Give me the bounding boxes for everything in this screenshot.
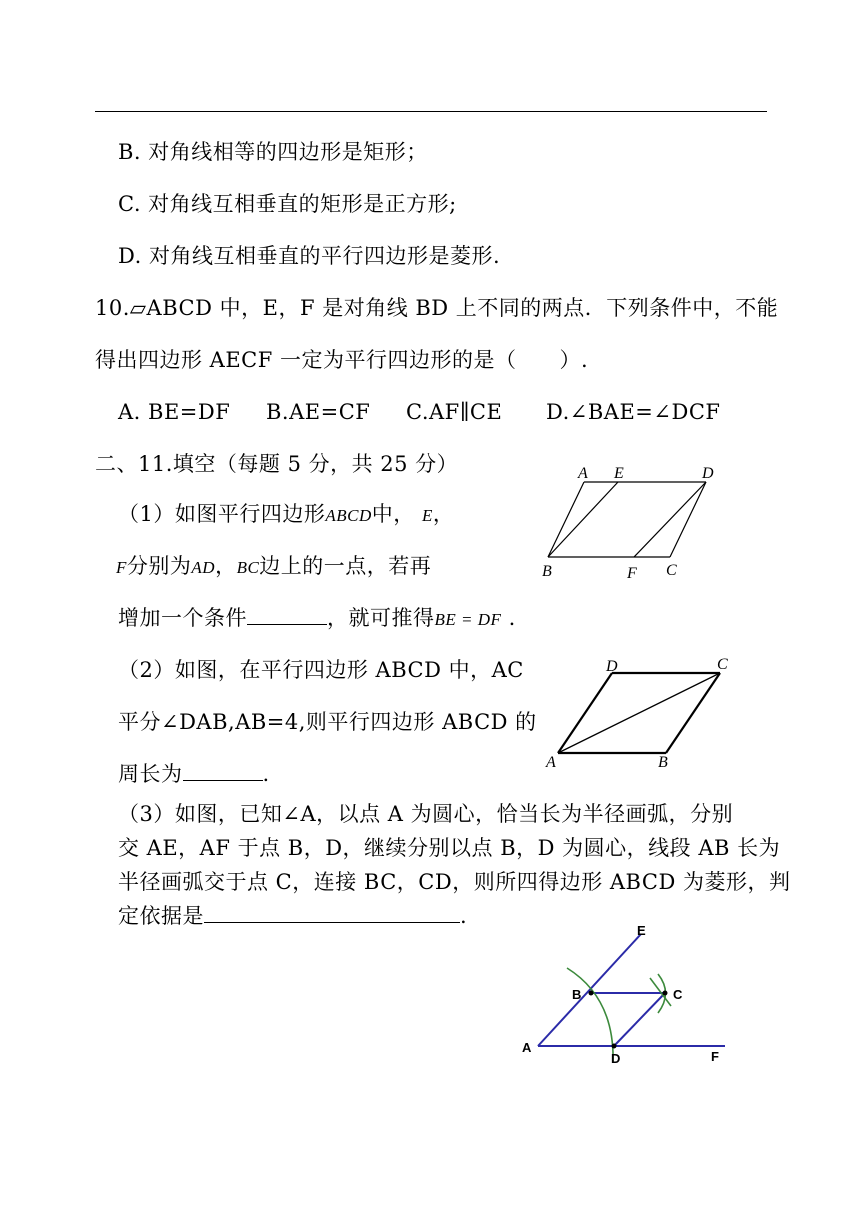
- p2-label-d: D: [606, 658, 618, 675]
- p3-ray-ae: [538, 934, 641, 1046]
- p1-edge-ab: [548, 482, 584, 557]
- p1-math-e: E: [421, 506, 433, 525]
- p1-segment-be: [548, 482, 618, 557]
- q10-option-b: B.AE=CF: [266, 400, 371, 424]
- p3-point-d: [612, 1044, 617, 1049]
- p1-edge-dc: [670, 482, 706, 557]
- p2-answer-blank[interactable]: [183, 760, 263, 781]
- p1-math-f: F: [116, 558, 127, 577]
- p3-answer-blank[interactable]: [204, 902, 460, 923]
- p1-label-b: B: [542, 563, 552, 580]
- p3-line2: 交 AE，AF 于点 B，D，继续分别以点 B，D 为圆心，线段 AB 长为: [118, 836, 781, 860]
- q10-option-c: C.AF∥CE: [406, 400, 503, 424]
- p3-label-e: E: [637, 923, 646, 938]
- q9-option-c: C. 对角线互相垂直的矩形是正方形;: [118, 192, 457, 216]
- p1-text: 中，: [371, 502, 415, 526]
- p1-text: ，就可推得: [327, 606, 435, 630]
- q10-option-a: A. BE=DF: [118, 400, 231, 424]
- p3-figure-rhombus-construction: [515, 918, 740, 1078]
- p1-label-c: C: [666, 562, 677, 579]
- p1-math-ad: AD: [191, 558, 216, 577]
- p1-text: ，: [432, 502, 455, 526]
- p1-label-e: E: [614, 465, 624, 482]
- p2-figure-parallelogram: [540, 650, 740, 775]
- p2-label-b: B: [658, 754, 668, 771]
- p3-line3: 半径画弧交于点 C，连接 BC，CD，则所四得边形 ABCD 为菱形，判: [118, 870, 791, 894]
- p3-label-d: D: [611, 1051, 621, 1066]
- p2-text: .: [262, 762, 270, 786]
- p3-segment-cd: [614, 993, 665, 1046]
- q10-option-d: D.∠BAE=∠DCF: [546, 400, 721, 424]
- p2-line1: （2）如图，在平行四边形 ABCD 中，AC: [118, 658, 524, 682]
- p2-line3: [118, 760, 270, 788]
- p1-segment-df: [634, 482, 706, 557]
- q10-stem-line2: 得出四边形 AECF 一定为平行四边形的是（ ）.: [95, 348, 589, 372]
- p1-label-a: A: [578, 465, 588, 482]
- p1-text: （1）如图平行四边形: [118, 502, 326, 526]
- p3-label-f: F: [711, 1049, 719, 1064]
- p2-line2: 平分∠DAB,AB=4,则平行四边形 ABCD 的: [118, 710, 537, 734]
- p1-text: 分别为: [126, 554, 192, 578]
- p2-diagonal-ac: [558, 673, 720, 753]
- p2-edge-cb: [666, 673, 720, 753]
- p1-text: 边上的一点，若再: [259, 554, 432, 578]
- p3-text: .: [460, 904, 468, 928]
- p3-line4: [118, 902, 467, 930]
- p1-math-bc: BC: [236, 558, 260, 577]
- p3-point-c: [663, 991, 668, 996]
- p1-text: .: [508, 606, 516, 630]
- p1-answer-blank[interactable]: [247, 604, 327, 625]
- p1-line2: [116, 552, 431, 582]
- p3-line1: （3）如图，已知∠A，以点 A 为圆心，恰当长为半径画弧，分别: [118, 802, 734, 826]
- p3-label-b: B: [572, 987, 582, 1002]
- p3-text: 定依据是: [118, 904, 204, 928]
- p3-label-a: A: [522, 1040, 532, 1055]
- p2-label-a: A: [546, 754, 556, 771]
- p1-line3: [118, 604, 516, 634]
- q9-option-d: D. 对角线互相垂直的平行四边形是菱形.: [118, 244, 501, 268]
- p3-arc-center-a: [567, 968, 613, 1063]
- p1-text: 增加一个条件: [118, 606, 247, 630]
- p1-line1: [118, 500, 454, 530]
- p1-math-abcd: ABCD: [325, 506, 372, 525]
- p3-label-c: C: [673, 987, 683, 1002]
- q10-stem-line1: 10.▱ABCD 中，E，F 是对角线 BD 上不同的两点．下列条件中，不能: [95, 296, 779, 320]
- p1-label-d: D: [702, 465, 714, 482]
- p2-text: 周长为: [118, 762, 183, 786]
- p1-math-eq: BE = DF: [434, 610, 502, 629]
- q9-option-b: B. 对角线相等的四边形是矩形；: [118, 140, 428, 164]
- p2-edge-da: [558, 673, 612, 753]
- p3-point-b: [589, 991, 594, 996]
- p1-text: ，: [215, 554, 237, 578]
- p1-figure-parallelogram: [530, 460, 730, 585]
- p1-label-f: F: [627, 565, 637, 582]
- top-rule: [95, 111, 767, 112]
- p2-label-c: C: [717, 656, 728, 673]
- section2-heading: 二、11.填空（每题 5 分，共 25 分）: [95, 452, 459, 476]
